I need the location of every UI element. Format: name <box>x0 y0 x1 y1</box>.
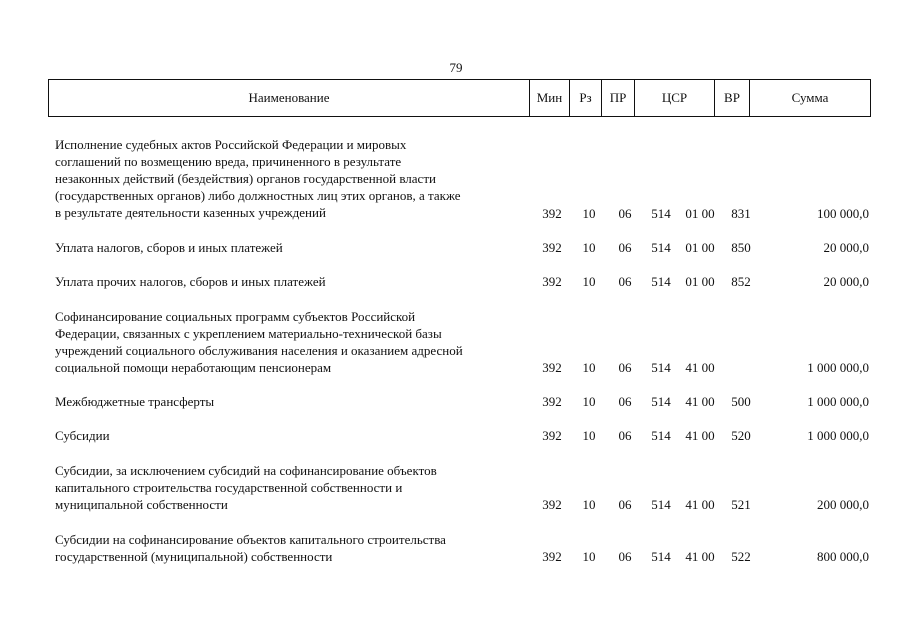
row-min: 392 <box>542 206 562 221</box>
row-rz: 10 <box>582 428 596 443</box>
row-rz: 10 <box>582 274 596 289</box>
row-min: 392 <box>542 497 562 512</box>
row-vr: 850 <box>731 240 751 255</box>
row-pr: 06 <box>618 274 632 289</box>
row-pr: 06 <box>618 428 632 443</box>
row-pr: 06 <box>618 497 632 512</box>
table-row <box>0 427 905 444</box>
row-csr-main: 514 <box>651 274 671 289</box>
row-sum: 200 000,0 <box>817 497 869 512</box>
row-name: Субсидии, за исключением субсидий на софинансирование объектов капитального строительства государственной собственности и муниципальной собственности <box>55 463 437 512</box>
table-header <box>48 79 871 117</box>
row-pr: 06 <box>618 240 632 255</box>
row-rz: 10 <box>582 240 596 255</box>
header-min: Мин <box>530 80 570 116</box>
row-min: 392 <box>542 360 562 375</box>
row-rz: 10 <box>582 360 596 375</box>
row-csr-main: 514 <box>651 497 671 512</box>
table-row <box>0 136 905 222</box>
row-vr: 520 <box>731 428 751 443</box>
page-number: 79 <box>449 60 463 75</box>
row-min: 392 <box>542 428 562 443</box>
table-row <box>0 308 905 376</box>
header-sum: Сумма <box>791 90 829 105</box>
row-csr-main: 514 <box>651 206 671 221</box>
row-csr-main: 514 <box>651 428 671 443</box>
table-row <box>0 531 905 565</box>
row-csr-sub: 41 00 <box>685 394 715 409</box>
header-csr: ЦСР <box>635 80 715 116</box>
row-pr: 06 <box>618 549 632 564</box>
row-sum: 1 000 000,0 <box>807 394 869 409</box>
row-csr-sub: 41 00 <box>685 549 715 564</box>
row-vr: 852 <box>731 274 751 289</box>
row-csr-sub: 01 00 <box>685 206 715 221</box>
row-name: Субсидии <box>55 428 110 443</box>
row-csr-main: 514 <box>651 394 671 409</box>
row-csr-main: 514 <box>651 240 671 255</box>
row-name: Межбюджетные трансферты <box>55 394 215 409</box>
row-min: 392 <box>542 240 562 255</box>
row-vr: 831 <box>731 206 751 221</box>
row-csr-sub: 41 00 <box>685 497 715 512</box>
row-pr: 06 <box>618 360 632 375</box>
row-name: Субсидии на софинансирование объектов капитального строительства государственной (муниципальной) собственности <box>55 532 446 564</box>
row-rz: 10 <box>582 394 596 409</box>
header-rz: Рз <box>570 80 602 116</box>
row-vr: 522 <box>731 549 751 564</box>
row-min: 392 <box>542 394 562 409</box>
row-name: Исполнение судебных актов Российской Федерации и мировых соглашений по возмещению вреда, причиненного в результате незаконных действий (бездействия) органов государственной власти (государственных органов) либо должностных лиц этих органов, а также в результате деятельности казенных учреждений <box>55 137 461 220</box>
row-pr: 06 <box>618 394 632 409</box>
table-row <box>0 273 905 290</box>
row-sum: 20 000,0 <box>823 274 869 289</box>
table-row <box>0 239 905 256</box>
row-sum: 20 000,0 <box>823 240 869 255</box>
row-min: 392 <box>542 549 562 564</box>
row-csr-sub: 41 00 <box>685 428 715 443</box>
row-rz: 10 <box>582 497 596 512</box>
row-rz: 10 <box>582 549 596 564</box>
row-csr-sub: 01 00 <box>685 240 715 255</box>
row-csr-sub: 41 00 <box>685 360 715 375</box>
table-row <box>0 462 905 513</box>
row-sum: 1 000 000,0 <box>807 428 869 443</box>
row-rz: 10 <box>582 206 596 221</box>
header-vr: ВР <box>715 80 750 116</box>
row-pr: 06 <box>618 206 632 221</box>
row-csr-main: 514 <box>651 549 671 564</box>
table-row <box>0 393 905 410</box>
row-name: Софинансирование социальных программ субъектов Российской Федерации, связанных с укреплением материально-технической базы учреждений социального обслуживания населения и оказанием адресной социальной помощи неработающим пенсионерам <box>55 309 463 375</box>
row-sum: 100 000,0 <box>817 206 869 221</box>
row-sum: 800 000,0 <box>817 549 869 564</box>
header-pr: ПР <box>602 80 635 116</box>
header-name: Наименование <box>49 80 530 116</box>
row-vr: 521 <box>731 497 751 512</box>
row-sum: 1 000 000,0 <box>807 360 869 375</box>
row-name: Уплата прочих налогов, сборов и иных платежей <box>55 274 326 289</box>
row-min: 392 <box>542 274 562 289</box>
row-csr-sub: 01 00 <box>685 274 715 289</box>
row-name: Уплата налогов, сборов и иных платежей <box>55 240 283 255</box>
row-vr: 500 <box>731 394 751 409</box>
row-csr-main: 514 <box>651 360 671 375</box>
